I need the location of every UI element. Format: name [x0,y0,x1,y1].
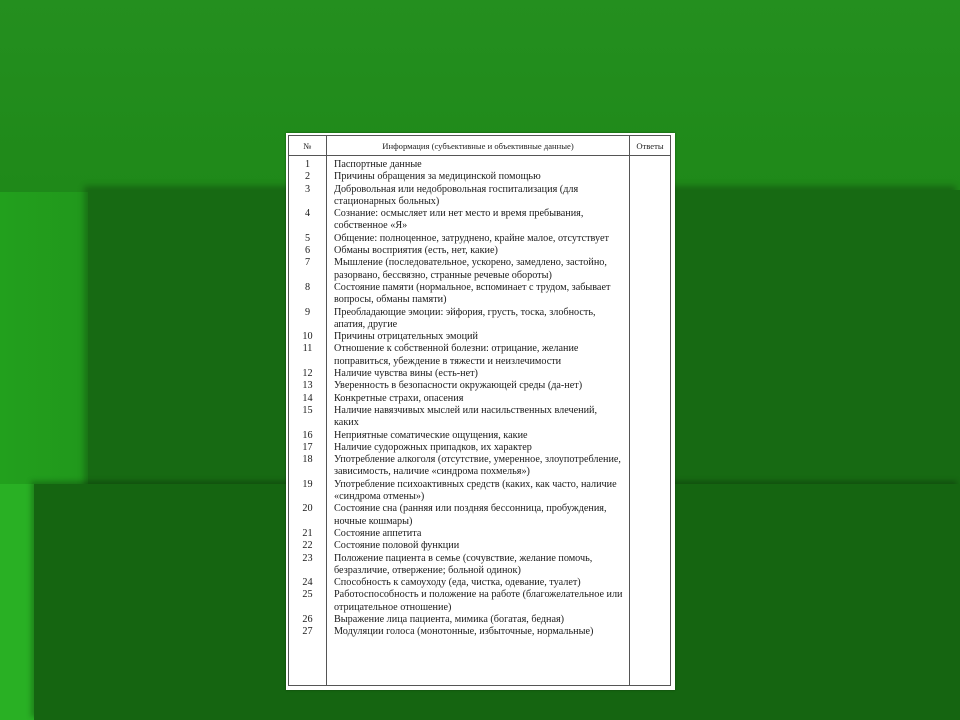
table-row [289,430,629,442]
table-row [289,442,629,454]
row-text: Преобладающие эмоции: эйфория, грусть, тоска, злобность, апатия, другие [334,306,596,330]
table-row [289,159,629,171]
row-number: 19 [302,478,313,490]
table-row [289,282,629,307]
row-number: 8 [304,281,311,293]
row-text: Состояние половой функции [334,540,460,552]
table-row [289,393,629,405]
row-text: Способность к самоуходу (еда, чистка, одевание, туалет) [334,577,581,589]
row-number: 5 [304,232,311,244]
row-number: 12 [302,368,313,380]
row-number: 27 [302,626,313,638]
table-row [289,257,629,282]
assessment-table [288,135,671,686]
row-text: Общение: полноценное, затруднено, крайне малое, отсутствует [334,232,609,244]
row-number: 14 [302,392,313,404]
table-row [289,454,629,479]
row-text: Работоспособность и положение на работе (благожелательное или отрицательное отношение) [334,589,623,613]
row-number: 9 [304,306,311,318]
row-text: Обманы восприятия (есть, нет, какие) [334,245,498,257]
row-text: Добровольная или недобровольная госпитализация (для стационарных больных) [334,183,579,207]
table-row [289,577,629,589]
table-row [289,245,629,257]
row-text: Неприятные соматические ощущения, какие [334,429,528,441]
table-body [289,155,670,685]
table-row [289,528,629,540]
table-header [289,136,670,156]
row-number: 6 [304,245,311,257]
table-row [289,331,629,343]
table-row [289,343,629,368]
row-text: Причины отрицательных эмоций [334,331,478,343]
row-text: Состояние памяти (нормальное, вспоминает с трудом, забывает вопросы, обманы памяти) [334,281,611,306]
row-text: Мышление (последовательное, ускорено, замедлено, застойно, разорвано, бессвязно, странные речевые обороты) [334,257,607,281]
table-row [289,208,629,233]
row-text: Употребление алкоголя (отсутствие, умеренное, злоупотребление, зависимость, наличие «синдрома похмелья») [334,454,621,478]
row-text: Наличие навязчивых мыслей или насильственных влечений, каких [334,404,598,429]
row-number: 20 [302,503,313,515]
slide-bottom-left-slab [0,484,34,720]
header-number: № [289,136,327,155]
table-row [289,184,629,209]
column-divider [629,155,630,685]
table-row [289,553,629,578]
table-row [289,171,629,183]
row-number: 7 [304,257,311,269]
row-number: 10 [302,331,313,343]
row-text: Состояние сна (ранняя или поздняя бессонница, пробуждения, ночные кошмары) [334,503,607,527]
table-row [289,405,629,430]
row-number: 15 [302,404,313,416]
document-image [286,133,675,690]
row-number: 17 [302,441,313,453]
row-text: Сознание: осмысляет или нет место и время пребывания, собственное «Я» [334,208,584,232]
row-text: Наличие судорожных припадков, их характер [334,441,532,453]
row-number: 26 [302,613,313,625]
row-number: 18 [302,454,313,466]
row-number: 2 [304,171,311,183]
table-row [289,626,629,638]
table-row [289,380,629,392]
row-number: 16 [302,429,313,441]
row-number: 4 [304,208,311,220]
table-row [289,307,629,332]
table-row [289,540,629,552]
table-row [289,503,629,528]
row-text: Уверенность в безопасности окружающей среды (да-нет) [334,380,583,392]
row-number: 3 [304,183,311,195]
header-answers: Ответы [636,140,664,151]
row-text: Отношение к собственной болезни: отрицание, желание поправиться, убеждение в тяжести и неизлечимости [334,343,579,367]
row-number: 25 [302,589,313,601]
row-number: 24 [302,577,313,589]
row-number: 13 [302,380,313,392]
row-text: Конкретные страхи, опасения [334,392,464,404]
row-text: Причины обращения за медицинской помощью [334,171,541,183]
slide-left-slab [0,192,88,484]
row-text: Модуляции голоса (монотонные, избыточные, нормальные) [334,626,594,638]
table-row [289,589,629,614]
table-row [289,368,629,380]
row-text: Положение пациента в семье (сочувствие, желание помочь, безразличие, отвержение; больной одинок) [334,552,593,576]
row-number: 1 [304,159,311,170]
row-text: Наличие чувства вины (есть-нет) [334,368,478,380]
row-text: Выражение лица пациента, мимика (богатая, бедная) [334,613,565,625]
table-rows [289,159,629,639]
row-number: 21 [302,527,313,539]
header-information: Информация (субъективные и объективные данные) [327,136,630,155]
row-number: 23 [302,552,313,564]
row-text: Состояние аппетита [334,527,422,539]
table-row [289,614,629,626]
row-number: 22 [302,540,313,552]
row-text: Паспортные данные [334,159,422,170]
row-text: Употребление психоактивных средств (каких, как часто, наличие «синдрома отмены») [334,478,617,503]
table-row [289,479,629,504]
table-row [289,233,629,245]
row-number: 11 [302,343,313,355]
